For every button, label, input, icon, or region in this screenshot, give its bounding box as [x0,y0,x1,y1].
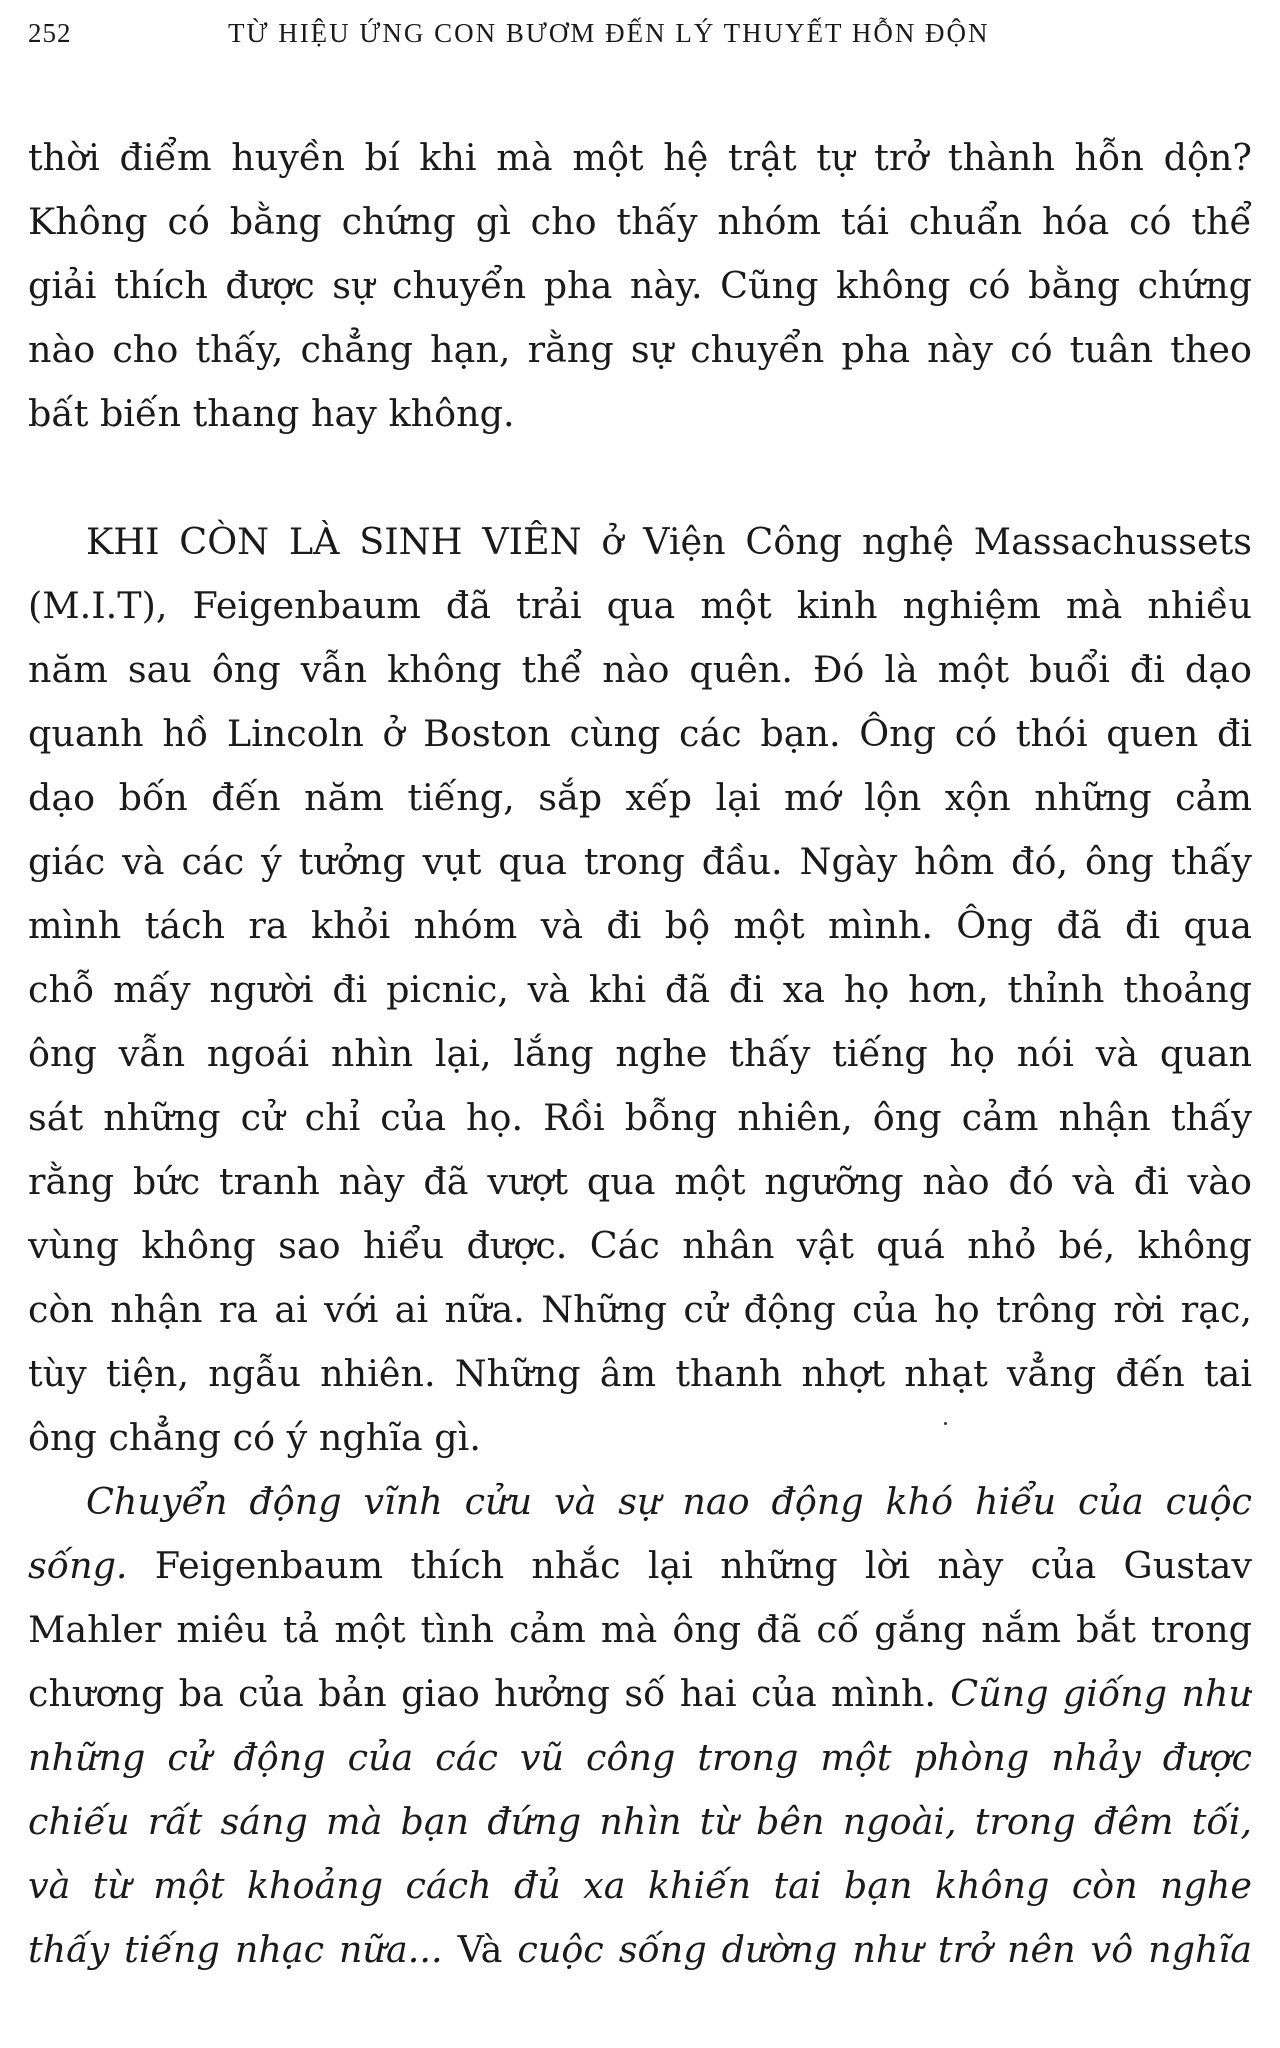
roman-run: Và [442,1928,503,1971]
text-line: nào cho thấy, chẳng hạn, rằng sự chuyển pha này có tuân theo [28,328,1252,371]
text-line [28,1534,1252,1598]
text-line: còn nhận ra ai với ai nữa. Những cử động của họ trông rời rạc, [28,1288,1252,1331]
text-line: dạo bốn đến năm tiếng, sắp xếp lại mớ lộn xộn những cảm [28,776,1252,819]
text-line: rằng bức tranh này đã vượt qua một ngưỡng nào đó và đi vào [28,1160,1252,1203]
ink-speck [944,1422,947,1425]
text-line: mình tách ra khỏi nhóm và đi bộ một mình. Ông đã đi qua [28,904,1252,947]
roman-run: chương ba của bản giao hưởng số hai của mình. [28,1672,936,1715]
text-line: Không có bằng chứng gì cho thấy nhóm tái chuẩn hóa có thể [28,200,1252,243]
text-line: năm sau ông vẫn không thể nào quên. Đó là một buổi đi dạo [28,648,1252,691]
text-line: ông vẫn ngoái nhìn lại, lắng nghe thấy tiếng họ nói và quan [28,1032,1252,1075]
page-number: 252 [28,18,72,48]
text-line: ông chẳng có ý nghĩa gì. [28,1416,481,1459]
text-line: sát những cử chỉ của họ. Rồi bỗng nhiên, ông cảm nhận thấy [28,1096,1252,1139]
text-line: chiếu rất sáng mà bạn đứng nhìn từ bên ngoài, trong đêm tối, [28,1800,1252,1843]
italic-run: Cũng giống như [935,1672,1252,1715]
text-line: và từ một khoảng cách đủ xa khiến tai bạn không còn nghe [28,1864,1252,1907]
text-line [28,1662,1252,1726]
text-line: chỗ mấy người đi picnic, và khi đã đi xa họ hơn, thỉnh thoảng [28,968,1252,1011]
body-text [28,126,1252,1982]
text-line: giác và các ý tưởng vụt qua trong đầu. Ngày hôm đó, ông thấy [28,840,1252,883]
italic-run: sống. [28,1544,128,1587]
text-line: những cử động của các vũ công trong một phòng nhảy được [28,1736,1252,1779]
text-line: (M.I.T), Feigenbaum đã trải qua một kinh nghiệm mà nhiều [28,584,1252,627]
running-head [28,18,1252,58]
text-line: bất biến thang hay không. [28,392,515,435]
text-line: giải thích được sự chuyển pha này. Cũng không có bằng chứng [28,264,1252,307]
text-line: Mahler miêu tả một tình cảm mà ông đã cố gắng nắm bắt trong [28,1608,1252,1651]
roman-run: Feigenbaum thích nhắc lại những lời này của Gustav [127,1544,1252,1587]
italic-run: cuộc sống dường như trở nên vô nghĩa [502,1928,1252,1971]
text-line: KHI CÒN LÀ SINH VIÊN ở Viện Công nghệ Massachussets [86,520,1252,563]
text-line: thời điểm huyền bí khi mà một hệ trật tự trở thành hỗn dộn? [28,136,1252,179]
text-line: tùy tiện, ngẫu nhiên. Những âm thanh nhợt nhạt vẳng đến tai [28,1352,1252,1395]
italic-run: thấy tiếng nhạc nữa... [28,1928,443,1971]
text-line: vùng không sao hiểu được. Các nhân vật quá nhỏ bé, không [28,1224,1252,1267]
book-title: TỪ HIỆU ỨNG CON BƯƠM ĐẾN LÝ THUYẾT HỖN ĐỘN [228,18,990,48]
text-line: quanh hồ Lincoln ở Boston cùng các bạn. Ông có thói quen đi [28,712,1252,755]
text-line [28,1918,1252,1982]
text-line: Chuyển động vĩnh cửu và sự nao động khó hiểu của cuộc [86,1480,1252,1523]
